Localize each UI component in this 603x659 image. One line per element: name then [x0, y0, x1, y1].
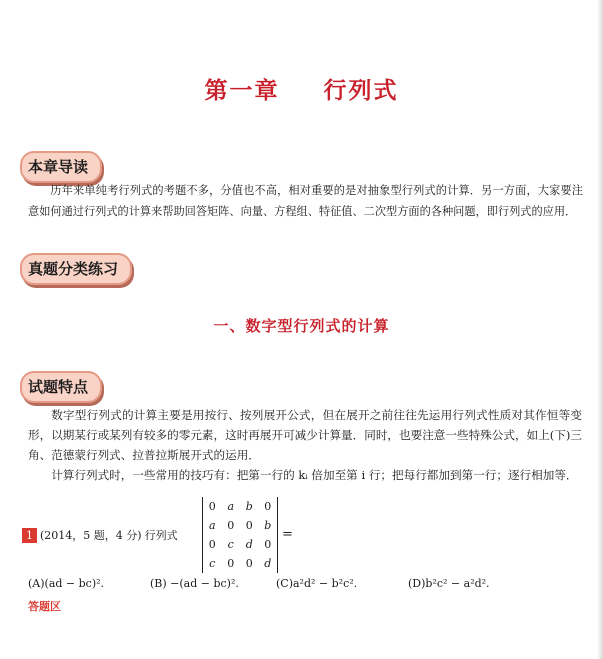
matrix-cell: 0 — [208, 500, 216, 513]
answer-options — [28, 577, 528, 590]
matrix-cell: b — [245, 500, 253, 513]
option-a: (A)(ad − bc)². — [28, 577, 105, 590]
question-stem — [22, 527, 178, 543]
question-stem-text: 行列式 — [144, 529, 178, 542]
matrix-cell: 0 — [227, 519, 235, 532]
guide-heading-label: 本章导读 — [28, 158, 89, 176]
matrix-cell: 0 — [245, 519, 253, 532]
matrix-cell: 0 — [264, 538, 272, 551]
chapter-name: 行列式 — [323, 78, 399, 104]
matrix-cell: 0 — [245, 557, 253, 570]
matrix-cell: c — [227, 538, 234, 551]
features-paragraph-1: 数字型行列式的计算主要是用按行、按列展开公式，但在展开之前往往先运用行列式性质对其作恒等变形，以期某行或某列有较多的零元素，这时再展开可减少计算量．同时，也要注意一些特殊公式，如上(下)三角、范德蒙行列式、拉普拉斯展开式的运用． — [28, 408, 582, 462]
features-paragraph-2: 计算行列式时，一些常用的技巧有：把第一行的 kᵢ 倍加至第 i 行；把每行都加到第一行；逐行相加等． — [51, 468, 578, 482]
chapter-title — [0, 72, 603, 105]
matrix-cell: c — [209, 557, 216, 570]
question-source: (2014，5 题，4 分) — [40, 529, 142, 542]
matrix-cell: a — [227, 500, 235, 513]
guide-paragraph: 历年来单纯考行列式的考题不多，分值也不高，相对重要的是对抽象型行列式的计算．另一方面，大家要注意如何通过行列式的计算来帮助回答矩阵、向量、方程组、特征值、二次型方面的各种问题，即行列式的应用． — [28, 184, 583, 218]
matrix-cell: 0 — [264, 500, 272, 513]
chapter-number: 第一章 — [204, 78, 280, 104]
matrix-cell: d — [264, 557, 272, 570]
answer-area-label: 答题区 — [28, 600, 61, 613]
features-heading-label: 试题特点 — [28, 378, 89, 396]
matrix-cell: b — [264, 519, 272, 532]
practice-heading-label: 真题分类练习 — [28, 260, 119, 278]
matrix-cell: a — [208, 519, 216, 532]
matrix-cell: d — [245, 538, 253, 551]
determinant-matrix — [202, 497, 278, 573]
features-heading — [20, 371, 102, 403]
equals-sign: = — [282, 527, 293, 542]
option-c: (C)a²d² − b²c². — [276, 577, 358, 590]
practice-heading — [20, 253, 132, 285]
matrix-cell: 0 — [227, 557, 235, 570]
guide-heading — [20, 151, 102, 183]
matrix-cell: 0 — [208, 538, 216, 551]
section-title: 一、数字型行列式的计算 — [213, 317, 390, 335]
question-number-badge: 1 — [22, 528, 37, 543]
option-d: (D)b²c² − a²d². — [408, 577, 490, 590]
option-b: (B) −(ad − bc)². — [150, 577, 239, 590]
